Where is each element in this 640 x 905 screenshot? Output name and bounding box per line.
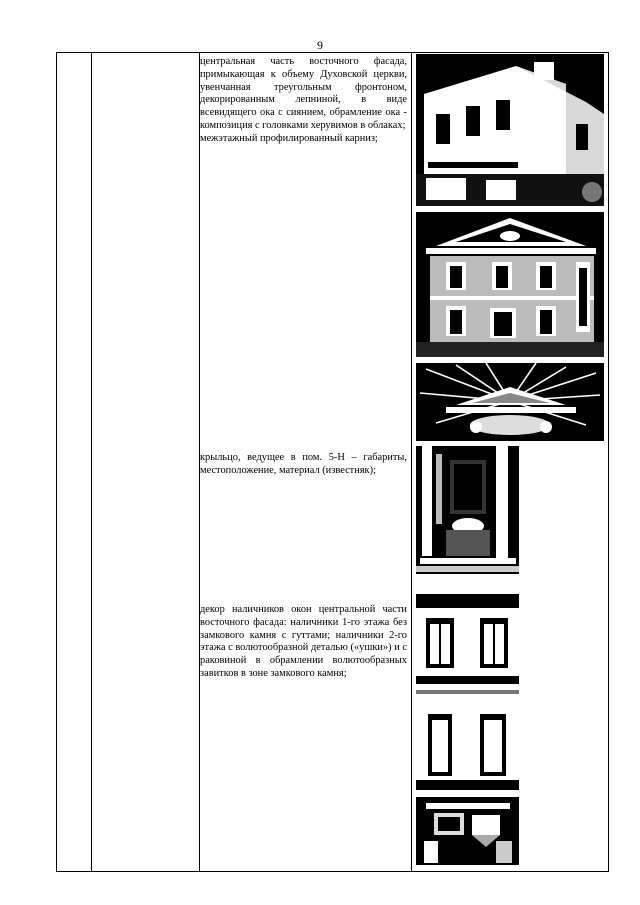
porch-photo bbox=[416, 446, 519, 586]
feature-text: декор наличников окон центральной части восточного фасада: наличники 1-го этажа без замкового камня с гуттами; наличники 2-го этажа с волютообразной деталью («ушки») и с раковиной в обрамлении волютообразных завитков в зоне замкового камня; bbox=[200, 604, 407, 679]
facade-photo-pediment bbox=[416, 212, 604, 357]
feature-description-window-frames bbox=[200, 604, 407, 681]
feature-text: крыльцо, ведущее в пом. 5-Н – габариты, местоположение, материал (известняк); bbox=[200, 452, 407, 476]
column-divider bbox=[411, 53, 412, 871]
feature-description-porch bbox=[200, 452, 407, 478]
feature-text: центральная часть восточного фасада, примыкающая к объему Духовской церкви, увенчанная треугольным фронтоном, декорированным лепниной, в виде всевидящего ока с сиянием, обрамление ока - композиция с головками херувимов в облаках; bbox=[200, 56, 407, 131]
pediment-detail-photo bbox=[416, 363, 604, 441]
feature-description-east-facade bbox=[200, 56, 407, 146]
window-detail-photo bbox=[416, 797, 519, 865]
facade-photo-corner-building bbox=[416, 54, 604, 206]
window-frames-photo bbox=[416, 594, 519, 790]
feature-text: межэтажный профилированный карниз; bbox=[200, 132, 378, 144]
column-divider bbox=[91, 53, 92, 871]
page-number: 9 bbox=[317, 38, 323, 52]
